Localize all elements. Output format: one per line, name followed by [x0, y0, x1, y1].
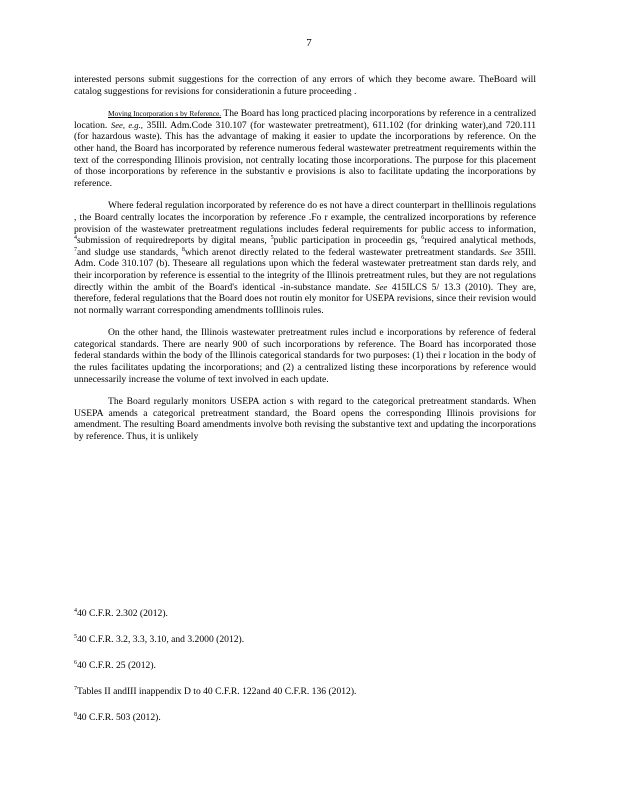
footnote-ref: 6 [421, 235, 425, 242]
paragraph-4: On the other hand, the Illinois wastewater pretreatment rules includ e incorporations by reference of federal categorical standards. There are nearly 900 of such incorporations by reference. The Board has incorporated those federal standards within the body of the Illinois categorical standards for two purposes: (1) thei r location in the body of the rules facilitates updating the incorporations; and (2) a centralized listing these incorporations by reference would unnecessarily increase the volume of text involved in each update. [74, 327, 536, 385]
paragraph-2: Moving Incorporation s by Reference. The Board has long practiced placing incorporations by reference in a centralized location. See, e.g., 35Ill. Adm.Code 310.107 (for wastewater pretreatment), 611.102 (for drinking water),and 720.111 (for hazardous waste). This has the advantage of making it easier to update the incorporations by reference. On the other hand, the Board has incorporated by reference numerous federal wastewater pretreatment requirements within the text of the corresponding Illinois provision, not centrally locating those incorporations. The purpose for this placement of those incorporations by reference in the substantiv e provisions is also to facilitate updating the incorporations by reference. [74, 108, 537, 189]
footnote-ref: 5 [270, 235, 274, 242]
page-number: 7 [306, 37, 312, 49]
footnote: $^6$40 C.F.R. 25 (2012). [74, 660, 156, 671]
citation-signal: See, e.g., [110, 119, 143, 130]
body-text [74, 74, 536, 454]
paragraph-3: Where federal regulation incorporated by reference do es not have a direct counterpart in theIllinois regulations , the Board centrally locates the incorporation by reference .Fo r example, the centralized incorporations by reference provision of the wastewater pretreatment regulations includes federal requirements for public access to information, $^4$submission of requiredreports by digital means, $^5$public participation in proceedin gs, $^6$required analytical methods, $^7$and sludge use standards, $^8$which arenot directly related to the federal wastewater pretreatment standards. See 35Ill. Adm. Code 310.107 (b). Theseare all regulations upon which the federal wastewater pretreatment stan dards rely, and their incorporation by reference is essential to the integrity of the Illinois pretreatment rules, but they are not regulations directly within the ambit of the Board's identical -in-substance mandate. See 415ILCS 5/ 13.3 (2010). They are, therefore, federal regulations that the Board does not routin ely monitor for USEPA revisions, since their revision would not normally warrant corresponding amendments toIllinois rules. [74, 200, 536, 316]
citation-signal: See [499, 246, 512, 257]
run-in-heading: Moving Incorporation s by Reference. [108, 109, 222, 119]
footnote: $^5$40 C.F.R. 3.2, 3.3, 3.10, and 3.2000 (2012). [74, 634, 245, 645]
paragraph-1: interested persons submit suggestions for the correction of any errors of which they become aware. TheBoard will catalog suggestions for revisions for considerationin a future proceeding . [74, 74, 536, 97]
footnote: $^8$40 C.F.R. 503 (2012). [74, 712, 161, 723]
footnote: $^4$40 C.F.R. 2.302 (2012). [74, 608, 168, 619]
footnote: $^7$Tables II andIII inappendix D to 40 C.F.R. 122and 40 C.F.R. 136 (2012). [74, 686, 357, 697]
paragraph-5: The Board regularly monitors USEPA action s with regard to the categorical pretreatment standards. When USEPA amends a categorical pretreatment standard, the Board opens the corresponding Illinois provisions for amendment. The resulting Board amendments involve both revising the substantive text and updating the incorporations by reference. Thus, it is unlikely [74, 396, 536, 443]
citation-signal: See [375, 281, 388, 292]
footnote-ref: 8 [181, 246, 185, 253]
footnote-ref: 7 [74, 246, 77, 253]
footnote-ref: 4 [74, 235, 77, 242]
